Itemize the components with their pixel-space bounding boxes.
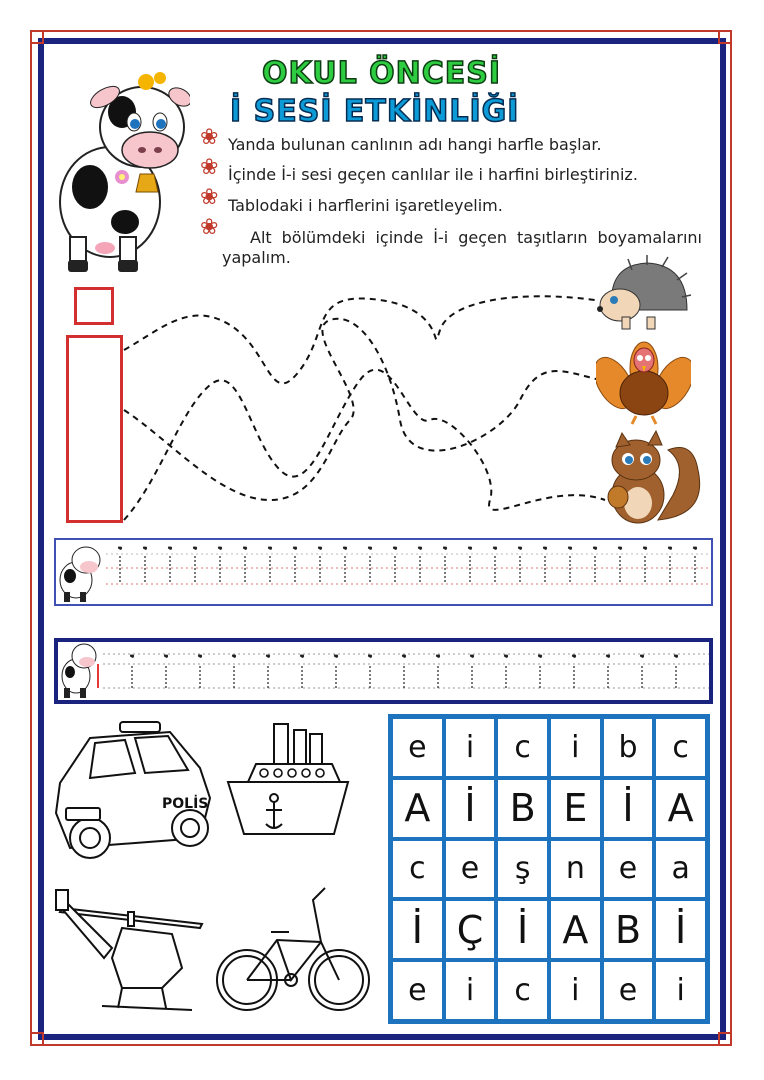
tracing-row-1[interactable] bbox=[54, 538, 713, 606]
trace-dot bbox=[539, 655, 542, 658]
hedgehog-icon bbox=[592, 255, 692, 335]
trace-dot bbox=[199, 655, 202, 658]
grid-cell[interactable]: A bbox=[391, 778, 444, 839]
instruction-1: Yanda bulunan canlının adı hangi harfle başlar. bbox=[228, 135, 602, 154]
ship-icon[interactable] bbox=[222, 716, 352, 846]
grid-cell[interactable]: e bbox=[444, 839, 497, 900]
trace-dot bbox=[675, 655, 678, 658]
grid-cell[interactable]: e bbox=[602, 960, 655, 1021]
instruction-2: İçinde İ-i sesi geçen canlılar ile i harfini birleştiriniz. bbox=[228, 165, 638, 184]
corner-ornament bbox=[718, 1032, 732, 1046]
grid-cell[interactable]: e bbox=[391, 717, 444, 778]
trace-dot bbox=[641, 655, 644, 658]
turkey-icon bbox=[596, 338, 691, 426]
cow-icon bbox=[58, 640, 98, 700]
grid-cell[interactable]: B bbox=[496, 778, 549, 839]
grid-cell[interactable]: ş bbox=[496, 839, 549, 900]
grid-cell[interactable]: İ bbox=[444, 778, 497, 839]
trace-dot bbox=[369, 547, 372, 550]
grid-cell[interactable]: n bbox=[549, 839, 602, 900]
trace-dot bbox=[267, 655, 270, 658]
trace-dot bbox=[471, 655, 474, 658]
flower-bullet-icon: ❀ bbox=[200, 185, 219, 210]
trace-dot bbox=[169, 547, 172, 550]
trace-dot bbox=[594, 547, 597, 550]
trace-dot bbox=[335, 655, 338, 658]
grid-cell[interactable]: e bbox=[602, 839, 655, 900]
letter-grid bbox=[388, 714, 710, 1024]
grid-cell[interactable]: Ç bbox=[444, 899, 497, 960]
trace-dot bbox=[444, 547, 447, 550]
trace-dot bbox=[165, 655, 168, 658]
police-text: POLİS bbox=[162, 796, 209, 812]
trace-dot bbox=[505, 655, 508, 658]
tracing-guides-2 bbox=[58, 642, 709, 700]
grid-cell[interactable]: İ bbox=[602, 778, 655, 839]
trace-dot bbox=[394, 547, 397, 550]
grid-cell[interactable]: i bbox=[549, 960, 602, 1021]
trace-dot bbox=[144, 547, 147, 550]
trace-dot bbox=[219, 547, 222, 550]
trace-dot bbox=[644, 547, 647, 550]
trace-dot bbox=[544, 547, 547, 550]
grid-cell[interactable]: i bbox=[549, 717, 602, 778]
grid-cell[interactable]: b bbox=[602, 717, 655, 778]
tracing-guides-1 bbox=[56, 540, 711, 604]
cow-icon bbox=[56, 542, 102, 604]
page-title-line1: OKUL ÖNCESİ bbox=[262, 56, 502, 91]
page-title-line2: İ SESİ ETKİNLİĞİ bbox=[230, 94, 520, 129]
grid-cell[interactable]: c bbox=[496, 717, 549, 778]
grid-cell[interactable]: i bbox=[444, 717, 497, 778]
trace-dot bbox=[619, 547, 622, 550]
bicycle-icon[interactable] bbox=[213, 880, 373, 1020]
grid-cell[interactable]: B bbox=[602, 899, 655, 960]
trace-dot bbox=[119, 547, 122, 550]
trace-dot bbox=[669, 547, 672, 550]
grid-cell[interactable]: c bbox=[391, 839, 444, 900]
trace-dot bbox=[403, 655, 406, 658]
flower-bullet-icon: ❀ bbox=[200, 125, 219, 150]
trace-dot bbox=[573, 655, 576, 658]
tracing-row-2[interactable] bbox=[54, 638, 713, 704]
trace-dot bbox=[269, 547, 272, 550]
grid-cell[interactable]: a bbox=[654, 839, 707, 900]
grid-cell[interactable]: A bbox=[549, 899, 602, 960]
trace-dot bbox=[344, 547, 347, 550]
trace-dot bbox=[437, 655, 440, 658]
helicopter-icon[interactable] bbox=[52, 878, 212, 1018]
grid-cell[interactable]: İ bbox=[496, 899, 549, 960]
instruction-3: Tablodaki i harflerini işaretleyelim. bbox=[228, 196, 503, 215]
squirrel-icon bbox=[598, 425, 703, 530]
trace-dot bbox=[569, 547, 572, 550]
trace-dot bbox=[319, 547, 322, 550]
trace-dot bbox=[494, 547, 497, 550]
grid-cell[interactable]: A bbox=[654, 778, 707, 839]
grid-cell[interactable]: c bbox=[496, 960, 549, 1021]
trace-dot bbox=[469, 547, 472, 550]
grid-cell[interactable]: e bbox=[391, 960, 444, 1021]
corner-ornament bbox=[30, 1032, 44, 1046]
flower-bullet-icon: ❀ bbox=[200, 155, 219, 180]
grid-cell[interactable]: İ bbox=[654, 899, 707, 960]
trace-dot bbox=[244, 547, 247, 550]
grid-cell[interactable]: E bbox=[549, 778, 602, 839]
grid-cell[interactable]: İ bbox=[391, 899, 444, 960]
trace-dot bbox=[607, 655, 610, 658]
trace-dot bbox=[519, 547, 522, 550]
trace-dot bbox=[294, 547, 297, 550]
flower-bullet-icon: ❀ bbox=[200, 215, 219, 240]
trace-dot bbox=[694, 547, 697, 550]
trace-dot bbox=[131, 655, 134, 658]
police-car-icon[interactable] bbox=[50, 718, 215, 866]
trace-dot bbox=[369, 655, 372, 658]
trace-dot bbox=[419, 547, 422, 550]
grid-cell[interactable]: c bbox=[654, 717, 707, 778]
instruction-4: Alt bölümdeki içinde İ-i geçen taşıtların boyamalarını yapalım. bbox=[222, 228, 702, 267]
grid-cell[interactable]: i bbox=[444, 960, 497, 1021]
trace-dot bbox=[194, 547, 197, 550]
trace-dot bbox=[233, 655, 236, 658]
trace-dot bbox=[301, 655, 304, 658]
grid-cell[interactable]: i bbox=[654, 960, 707, 1021]
